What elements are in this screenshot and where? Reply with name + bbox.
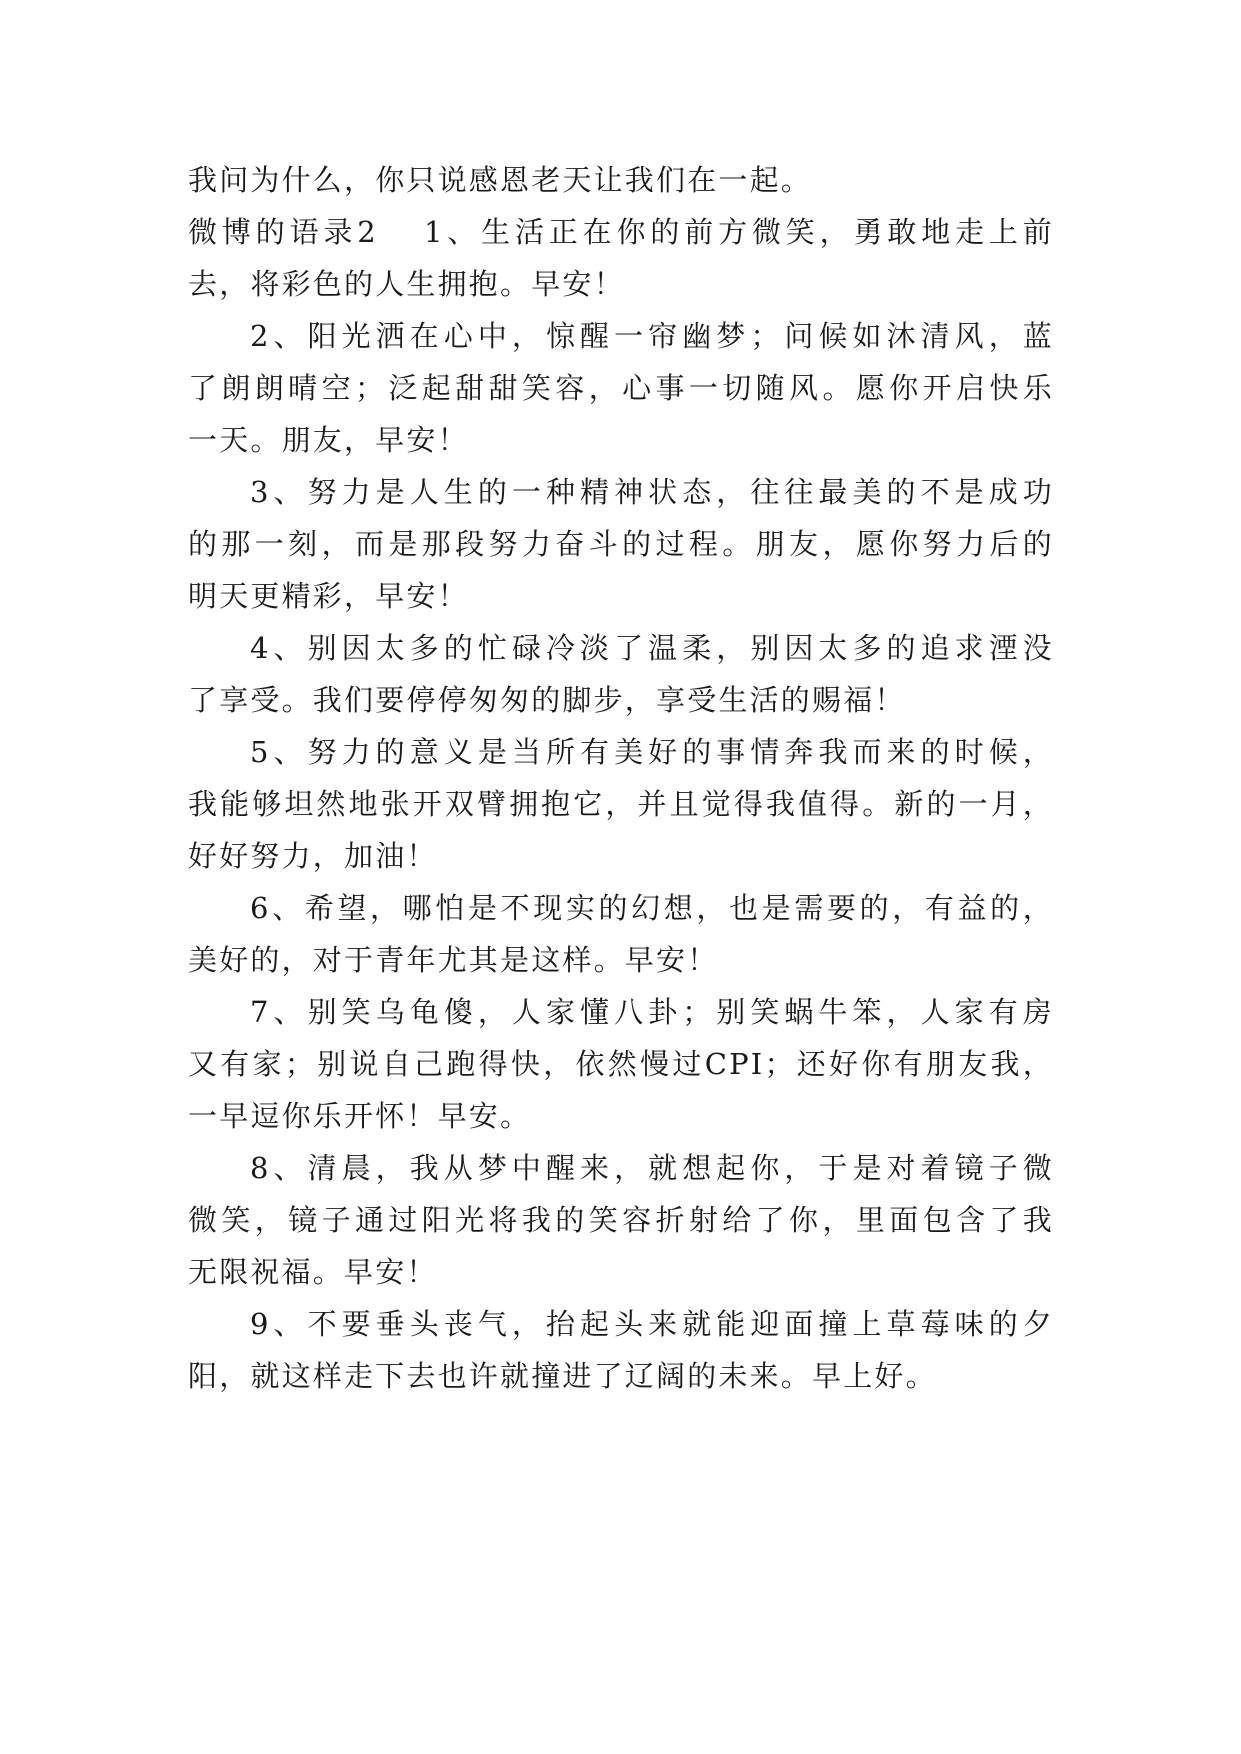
text-line: 明天更精彩，早安！ xyxy=(188,579,469,613)
paragraph-start-line: 8、清晨，我从梦中醒来，就想起你，于是对着镜子微 xyxy=(250,1151,1054,1185)
text-line: 去，将彩色的人生拥抱。早安！ xyxy=(188,267,625,301)
section-heading: 微博的语录2 xyxy=(188,215,378,249)
paragraph-start-line: 5、努力的意义是当所有美好的事情奔我而来的时候， xyxy=(250,735,1054,769)
text-line: 了享受。我们要停停匆匆的脚步，享受生活的赐福！ xyxy=(188,683,906,717)
text-line: 无限祝福。早安！ xyxy=(188,1255,438,1289)
text-line: 一天。朋友，早安！ xyxy=(188,423,469,457)
paragraph-start-line: 2、阳光洒在心中，惊醒一帘幽梦；问候如沐清风，蓝 xyxy=(250,319,1054,353)
paragraph-start-line: 9、不要垂头丧气，抬起头来就能迎面撞上草莓味的夕 xyxy=(250,1307,1054,1341)
text-line: 美好的，对于青年尤其是这样。早安！ xyxy=(188,943,719,977)
text-line: 好好努力，加油！ xyxy=(188,839,438,873)
text-line: 我能够坦然地张开双臂拥抱它，并且觉得我值得。新的一月， xyxy=(188,787,1054,821)
paragraph-start-line: 7、别笑乌龟傻，人家懂八卦；别笑蜗牛笨，人家有房 xyxy=(250,995,1054,1029)
text-line: 我问为什么，你只说感恩老天让我们在一起。 xyxy=(188,163,813,197)
text-line: 了朗朗晴空；泛起甜甜笑容，心事一切随风。愿你开启快乐 xyxy=(188,371,1054,405)
text-line: 1、生活正在你的前方微笑，勇敢地走上前 xyxy=(423,215,1054,249)
text-line: 又有家；别说自己跑得快，依然慢过CPI；还好你有朋友我， xyxy=(188,1047,1054,1081)
section-heading-line xyxy=(188,212,1054,252)
text-line: 阳，就这样走下去也许就撞进了辽阔的未来。早上好。 xyxy=(188,1359,937,1393)
paragraph-start-line: 3、努力是人生的一种精神状态，往往最美的不是成功 xyxy=(250,475,1054,509)
paragraph-start-line: 6、希望，哪怕是不现实的幻想，也是需要的，有益的， xyxy=(250,891,1054,925)
text-line: 的那一刻，而是那段努力奋斗的过程。朋友，愿你努力后的 xyxy=(188,527,1054,561)
text-line: 一早逗你乐开怀！早安。 xyxy=(188,1099,532,1133)
paragraph-start-line: 4、别因太多的忙碌冷淡了温柔，别因太多的追求湮没 xyxy=(250,631,1054,665)
text-line: 微笑，镜子通过阳光将我的笑容折射给了你，里面包含了我 xyxy=(188,1203,1054,1237)
